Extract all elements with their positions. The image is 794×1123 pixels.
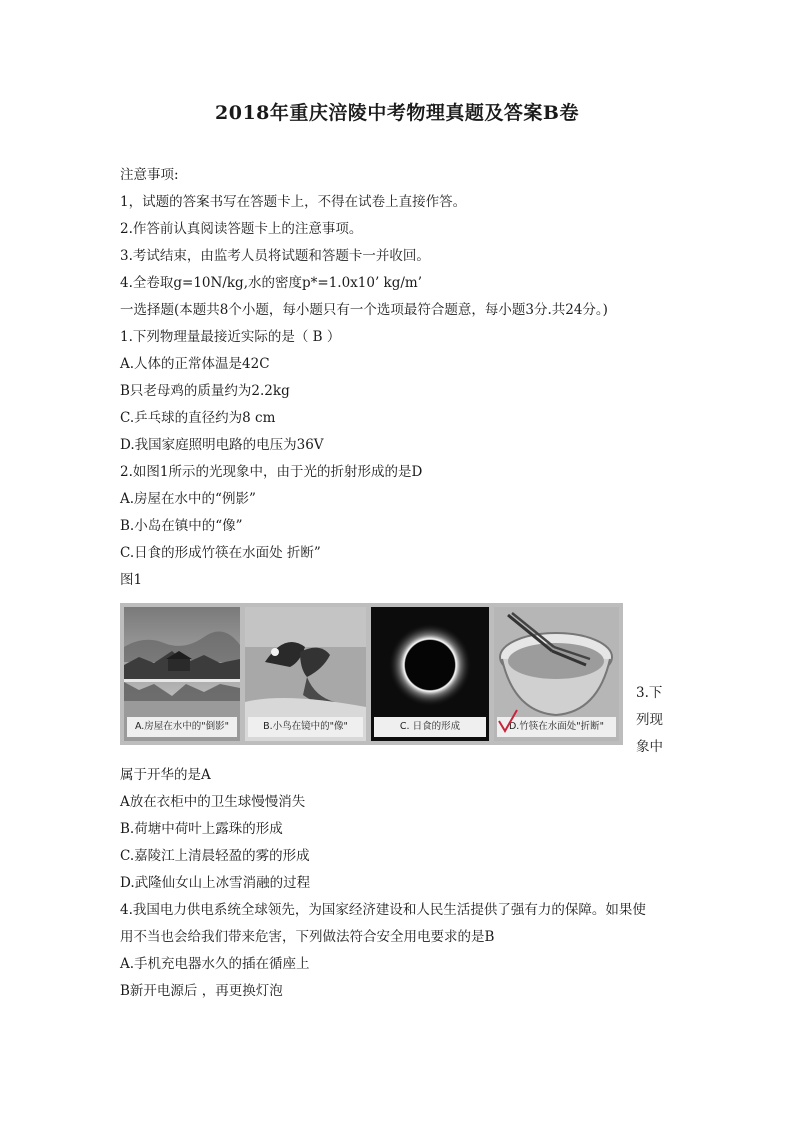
notice-item: 3.考试结束，由监考人员将试题和答题卡一并收回。	[120, 248, 430, 264]
option-d: D.我国家庭照明电路的电压为36V	[120, 437, 324, 453]
photo-solar-eclipse	[371, 607, 489, 741]
option-b: B新开电源后 ，再更换灯泡	[120, 983, 283, 999]
option-a: A.人体的正常体温是42C	[120, 356, 270, 372]
figure-label: 图1	[120, 572, 143, 588]
option-c: C.嘉陵江上清晨轻盈的雾的形成	[120, 848, 310, 864]
question-stem: 4.我国电力供电系统全球领先，为国家经济建设和人民生活提供了强有力的保障。如果使	[120, 902, 646, 918]
photo-house-reflection	[124, 607, 240, 741]
notice-heading: 注意事项:	[120, 167, 179, 183]
option-c: C.乒乓球的直径约为8 cm	[120, 410, 276, 426]
figure-1	[120, 603, 623, 745]
option-a: A放在衣柜中的卫生球慢慢消失	[120, 794, 306, 810]
question-stem-fragment: 列现	[636, 712, 663, 728]
option-a: A.房屋在水中的“例影”	[120, 491, 256, 507]
option-a: A.手机充电器水久的插在循座上	[120, 956, 310, 972]
photo-chopsticks-bowl	[494, 607, 619, 741]
option-d: D.武隆仙女山上冰雪消融的过程	[120, 875, 311, 891]
figure-caption: B.小鸟在镜中的"像"	[248, 717, 363, 737]
question-stem: 1.下列物理量最接近实际的是（ B ）	[120, 329, 341, 345]
question-stem: 属于开华的是A	[120, 767, 211, 783]
option-b: B只老母鸡的质量约为2.2kg	[120, 383, 290, 399]
figure-caption: D.竹筷在水面处"折断"	[497, 717, 616, 737]
option-b: B.荷塘中荷叶上露珠的形成	[120, 821, 283, 837]
page-title: 2018年重庆涪陵中考物理真题及答案B卷	[215, 102, 579, 124]
section-heading: 一选择题(本题共8个小题，每小题只有一个选项最符合题意，每小题3分.共24分。)	[120, 302, 608, 318]
notice-item: 2.作答前认真阅读答题卡上的注意事项。	[120, 221, 363, 237]
question-stem-fragment: 3.下	[636, 685, 663, 701]
option-b: B.小岛在镇中的“像”	[120, 518, 243, 534]
notice-item: 1，试题的答案书写在答题卡上，不得在试卷上直接作答。	[120, 194, 467, 210]
figure-caption: A.房屋在水中的"倒影"	[127, 717, 237, 737]
red-check-mark	[496, 707, 520, 735]
notice-item: 4.全卷取g=10N/kg,水的密度p*=1.0x10’ kg/m’	[120, 275, 422, 291]
option-c: C.日食的形成竹筷在水面处 折断”	[120, 545, 321, 561]
figure-caption: C. 日食的形成	[374, 717, 486, 737]
photo-bird-mirror	[245, 607, 366, 741]
question-stem: 用不当也会给我们带来危害，下列做法符合安全用电要求的是B	[120, 929, 495, 945]
question-stem-fragment: 象中	[636, 739, 663, 755]
question-stem: 2.如图1所示的光现象中，由于光的折射形成的是D	[120, 464, 423, 480]
